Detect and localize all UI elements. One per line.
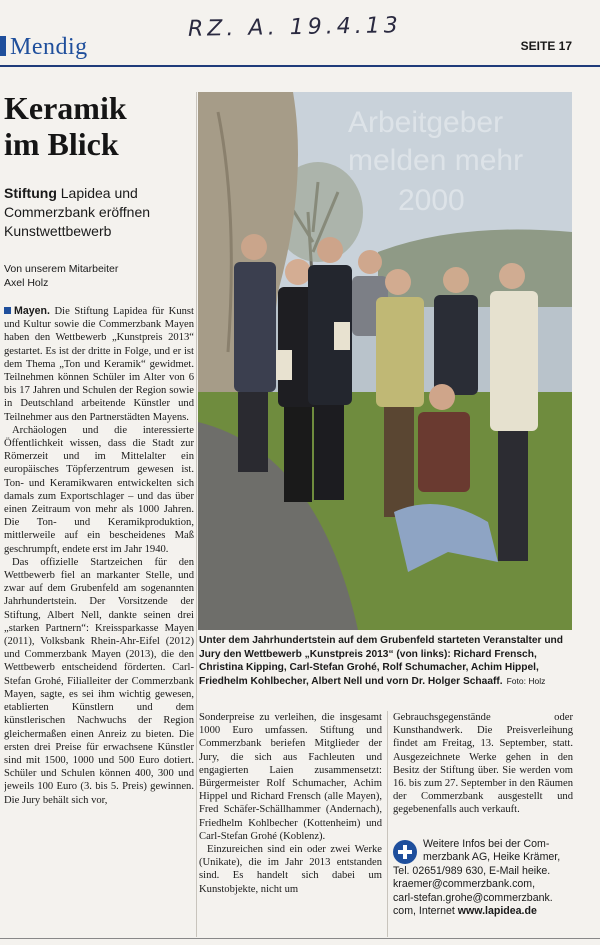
article-column-middle — [199, 711, 382, 937]
article-paragraph: Einzureichen sind ein oder zwei Werke (Unikate), die im Jahr 2013 entstanden sind. Es handelt sich dabei um Kunstobjekte, nicht um — [199, 844, 382, 895]
info-email: kraemer@commerzbank.com, — [393, 878, 536, 891]
byline: Von unserem Mitarbeiter Axel Holz — [4, 263, 119, 289]
article-paragraph: Mayen. Die Stiftung Lapidea für Kunst und Kultur sowie die Commerzbank Mayen haben den Wettbewerb „Kunstpreis 2013“ gestartet. Es ist der dritte in Folge, und er ist dem Thema „Ton und Keramik“ gewidmet. Teilnehmen können Schüler im Alter von 6 bis 17 Jahren und Schulen der Region sowie in Deutschland arbeitende Künstler und Teilnehmer aus den Partnerstädten Mayens. — [4, 305, 194, 423]
section-marker — [0, 36, 6, 56]
section-title: Mendig — [0, 34, 88, 61]
handwritten-date-note: RZ. A. 19.4.13 — [187, 13, 402, 42]
article-paragraph: Archäologen und die interessierte Öffentlichkeit wissen, dass die Stadt zur Römerzeit und im Mittelalter ein europäisches Töpferzentrum gewesen ist. Ton- und Keramikwaren entwickelten sich damals zum Exportschlager – und das über einen Zeitraum von mehr als 1000 Jahren. Die Ton- und Keramikproduktion, mittlerweile auf ein bescheidenes Maß geschrumpft, endete erst im Jahr 1940. — [4, 424, 194, 555]
website-link: www.lapidea.de — [457, 905, 537, 918]
photo-bg-text: melden mehr — [348, 144, 524, 177]
article-paragraph: Sonderpreise zu verleihen, die insgesamt 1000 Euro umfassen. Stiftung und Commerzbank beriefen Mitglieder der Jury, die sich aus Fachleuten und engagierten Laien zusammensetzt: Bürgermeister Rolf Schumacher, Achim Hippel und Richard Frensch (alle Mayen), Fred Schäfer-Schällhammer (Andernach), Friedhelm Kohlbecher (Kottenheim) und Carl-Stefan Grohé (Koblenz). — [199, 712, 382, 842]
article-column-left — [4, 305, 194, 937]
dateline: Mayen. — [14, 305, 50, 317]
headline: Keramik im Blick — [4, 90, 127, 162]
info-email: carl-stefan.grohe@commerzbank. — [393, 891, 553, 904]
plus-icon — [393, 840, 417, 864]
photo-credit: Foto: Holz — [506, 675, 546, 686]
photo-bg-text: 2000 — [398, 184, 465, 217]
info-line: merzbank AG, Heike Krämer, — [423, 851, 561, 864]
dateline-marker — [4, 307, 11, 314]
photo-illustration — [198, 92, 572, 630]
info-website: com, Internet www.lapidea.de — [393, 905, 537, 918]
column-divider — [387, 711, 388, 937]
article-column-right — [393, 711, 573, 841]
article-paragraph: Das offizielle Startzeichen für den Wettbewerb fiel an markanter Stelle, und zwar auf dem Grubenfeld am sogenannten Jahrhundertstein. Der Vorsitzende der Stiftung, Albert Nell, dankte seinen drei „starken Partnern“: Kreissparkasse Mayen (2011), Volksbank Rhein-Ahr-Eifel (2012) und Commerzbank Mayen (2013), die den Wettbewerb entscheidend förderten. Carl-Stefan Grohé, Filialleiter der Commerzbank Mayen, sagte, es sei ihm wichtig gewesen, etablierten Künstlern und dem künstlerischen Nachwuchs der Region gleichermaßen einen Anreiz zu bieten. Die ersten drei Preise für erwachsene Künstler sind mit 1500, 1000 und 500 Euro dotiert. Schüler und Schulen können 400, 300 und jeweils 100 Euro (3. bis 5. Preis) gewinnen. Die Jury behält sich vor, — [4, 556, 194, 806]
group-photo — [198, 92, 572, 630]
photo-bg-text: Arbeitgeber — [348, 106, 504, 139]
bottom-rule — [0, 938, 600, 939]
info-phone: Tel. 02651/989 630, E-Mail heike. — [393, 864, 551, 877]
article-paragraph: Gebrauchsgegenstände oder Kunsthandwerk. Die Preisverleihung findet am Freitag, 13. September, statt. Ausgezeichnete Werke gehen in den Besitz der Stiftung über. Sie werden vom 16. bis zum 27. September in den Räumen der Commerzbank ausgestellt und gegebenenfalls auch verkauft. — [393, 712, 573, 816]
page-number: SEITE 17 — [520, 39, 572, 53]
photo-caption: Unter dem Jahrhundertstein auf dem Grubenfeld starteten Veranstalter und Jury den Wettbewerb „Kunstpreis 2013“ (von links): Richard Frensch, Christina Kipping, Carl-Stefan Grohé, Rolf Schumacher, Achim Hippel, Friedhelm Kohlbecher, Albert Nell und vorn Dr. Holger Schaaff. Foto: Holz — [199, 635, 563, 687]
masthead-rule — [0, 65, 600, 67]
column-divider — [196, 92, 197, 937]
info-line: Weitere Infos bei der Com- — [423, 838, 550, 850]
info-box — [393, 838, 575, 918]
subheadline: Stiftung Lapidea und Commerzbank eröffnen Kunstwettbewerb — [4, 185, 151, 239]
